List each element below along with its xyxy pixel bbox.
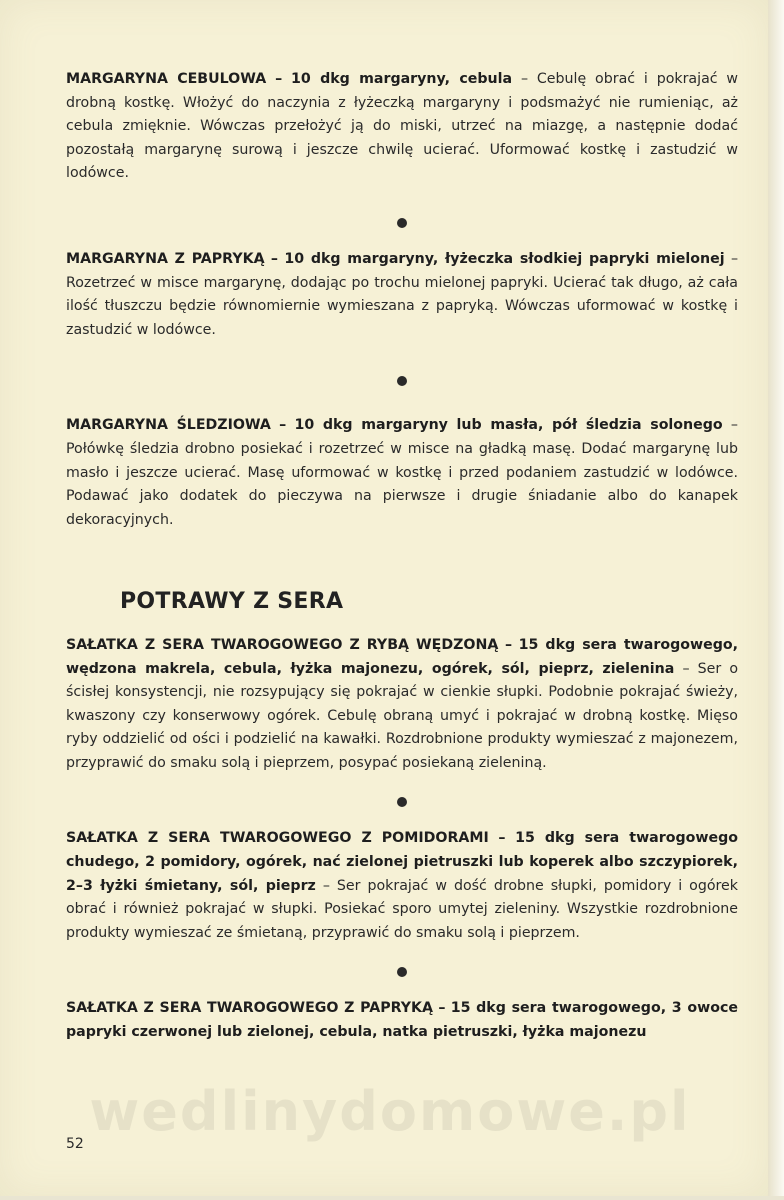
page-edge [0,1196,784,1200]
page-edge [768,0,784,1200]
recipe-salatka-z-pomidorami [66,827,738,945]
recipe-ingredients: 10 dkg margaryny, cebula [291,71,513,87]
recipe-dash: – [504,636,513,653]
recipe-dash: – [438,1000,446,1017]
recipe-text: Cebulę obrać i pokrajać w drobną kostkę. Włożyć do naczynia z łyżeczką margaryny i podsmażyć nie rumieniąc, aż cebula zmięknie. Wówczas przełożyć ją do miski, utrzeć na miazgę, a następnie dodać pozostałą margarynę surową i jeszcze chwilę ucierać. Uformować kostkę i zastudzić w lodówce. [66,71,739,182]
recipe-margaryna-z-papryka [66,248,738,342]
recipe-ingredients: 10 dkg margaryny, łyżeczka słodkiej papryki mielonej [284,250,725,267]
watermark: wedlinydomowe.pl [89,1080,691,1143]
recipe-salatka-z-papryka [66,997,738,1044]
recipe-text: Ser o ścisłej konsystencji, nie rozsypujący się pokrajać w cienkie słupki. Podobnie pokrajać świeży, kwaszony czy konserwowy ogórek. Cebulę obraną umyć i pokrajać w drobną kostkę. Mięso ryby oddzielić od ości i podzielić na kawałki. Rozdrobnione produkty wymieszać z majonezem, przyprawić do smaku solą i pieprzem, posypać posiekaną zieleniną. [66,660,739,771]
separator-dot [397,376,407,386]
recipe-dash: – [730,417,738,434]
separator-dot [397,967,407,977]
recipe-text: Ser pokrajać w dość drobne słupki, pomidory i ogórek obrać i również pokrajać w słupki. Posiekać sporo umytej zieleniny. Wszystkie rozdrobnione produkty wymieszać ze śmietaną, przyprawić do smaku solą i pieprzem. [66,877,738,941]
recipe-ingredients: 10 dkg margaryny lub masła, pół śledzia solonego [294,417,723,434]
page-number: 52 [66,1136,84,1152]
recipe-dash: – [520,71,529,87]
recipe-title: SAŁATKA Z SERA TWAROGOWEGO Z POMIDORAMI [66,830,489,847]
recipe-text: Połówkę śledzia drobno posiekać i rozetrzeć w misce na gładką masę. Dodać margarynę lub masło i jeszcze ucierać. Masę uformować w kostkę i przed podaniem zastudzić w lodówce. Podawać jako dodatek do pieczywa na pierwsze i drugie śniadanie albo do kanapek dekoracyjnych. [66,440,738,528]
recipe-margaryna-sledziowa [66,414,738,532]
recipe-title: MARGARYNA ŚLEDZIOWA [66,417,271,434]
recipe-ingredients: 15 dkg sera twarogowego, wędzona makrela, cebula, łyżka majonezu, ogórek, sól, pieprz, zielenina [66,636,739,677]
recipe-text: Rozetrzeć w misce margarynę, dodając po trochu mielonej papryki. Ucierać tak długo, aż cała ilość tłuszczu będzie równomiernie wymieszana z papryką. Wówczas uformować w kostkę i zastudzić w lodówce. [66,274,738,338]
separator-dot [397,797,407,807]
recipe-dash: – [682,660,690,677]
recipe-dash: – [279,417,287,434]
recipe-title: SAŁATKA Z SERA TWAROGOWEGO Z RYBĄ WĘDZONĄ [66,636,499,653]
recipe-title: SAŁATKA Z SERA TWAROGOWEGO Z PAPRYKĄ [66,1000,434,1017]
recipe-salatka-z-ryba [66,634,738,776]
recipe-dash: – [730,250,739,267]
separator-dot [397,218,407,228]
recipe-ingredients: 15 dkg sera twarogowego, 3 owoce papryki czerwonej lub zielonej, cebula, natka pietruszki, łyżka majonezu [66,1000,738,1041]
section-title: POTRAWY Z SERA [120,589,344,615]
recipe-ingredients: 15 dkg sera twarogowego chudego, 2 pomidory, ogórek, nać zielonej pietruszki lub koperek albo szczypiorek, 2–3 łyżki śmietany, sól, pieprz [66,830,739,894]
recipe-title: MARGARYNA CEBULOWA [66,71,267,87]
recipe-dash: – [498,830,506,847]
recipe-title: MARGARYNA Z PAPRYKĄ [66,250,265,267]
recipe-dash: – [270,250,278,267]
page-content [66,68,738,1045]
recipe-margaryna-cebulowa [66,68,738,186]
recipe-dash: – [322,877,330,894]
recipe-dash: – [275,71,283,87]
